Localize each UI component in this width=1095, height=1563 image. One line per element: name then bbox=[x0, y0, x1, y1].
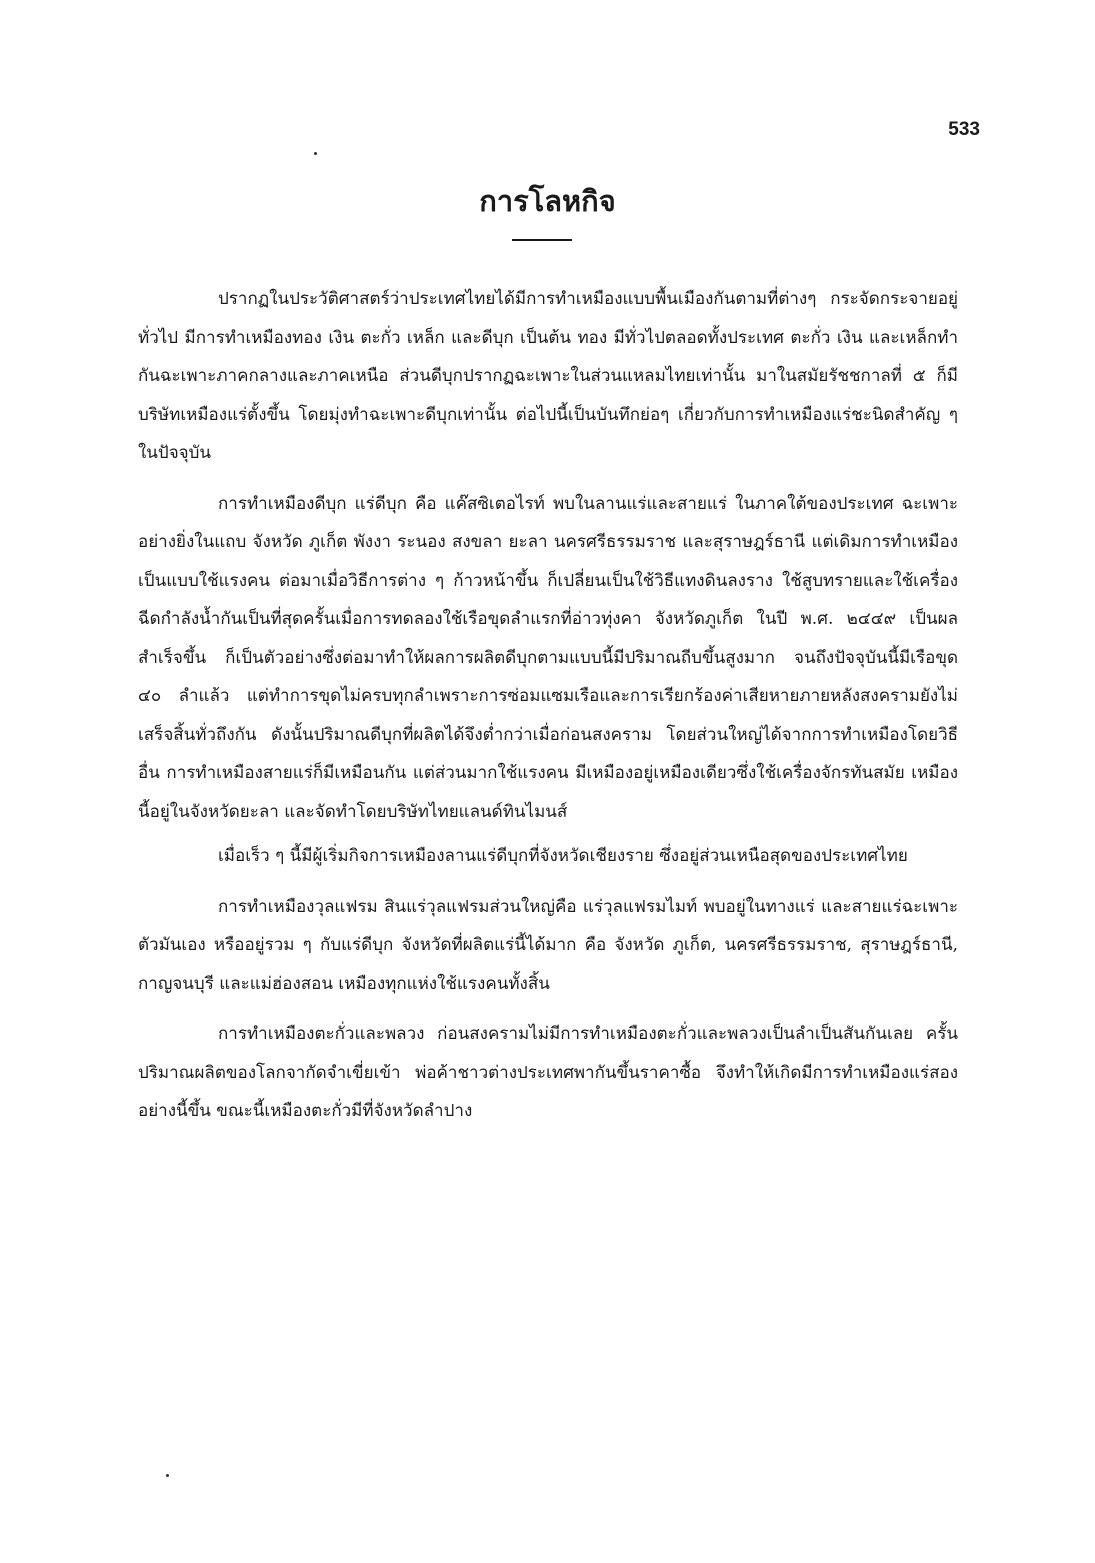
page-title: การโลหกิจ bbox=[479, 184, 616, 218]
scan-speck bbox=[314, 152, 317, 155]
paragraph: เมื่อเร็ว ๆ นี้มีผู้เริ่มกิจการเหมืองลานแร่ดีบุกที่จังหวัดเชียงราย ซึ่งอยู่ส่วนเหนือสุดของประเทศไทย bbox=[218, 846, 908, 866]
paragraph: การทำเหมืองตะกั่วและพลวง ก่อนสงครามไม่มีการทำเหมืองตะกั่วและพลวงเป็นลำเป็นสันกันเลย ครั้นปริมาณผลิตของโลกจากัดจำเขี่ยเข้า พ่อค้าชาวต่างประเทศพากันขึ้นราคาซื้อ จึงทำให้เกิดมีการทำเหมืองแร่สองอย่างนี้ขึ้น ขณะนี้เหมืองตะกั่วมีที่จังหวัดลำปาง bbox=[138, 1024, 958, 1121]
body-text bbox=[138, 280, 958, 1131]
title-underline bbox=[512, 239, 572, 241]
paragraph: การทำเหมืองดีบุก แร่ดีบุก คือ แค๊สซิเตอไรท์ พบในลานแร่และสายแร่ ในภาคใต้ของประเทศ ฉะเพาะอย่างยิ่งในแถบ จังหวัด ภูเก็ต พังงา ระนอง สงขลา ยะลา นครศรีธรรมราช และสุราษฎร์ธานี แต่เดิมการทำเหมืองเป็นแบบใช้แรงคน ต่อมาเมื่อวิธีการต่าง ๆ ก้าวหน้าขึ้น ก็เปลี่ยนเป็นใช้วิธีแทงดินลงราง ใช้สูบทรายและใช้เครื่องฉีดกำลังน้ำกันเป็นที่สุดครั้นเมื่อการทดลองใช้เรือขุดลำแรกที่อ่าวทุ่งคา จังหวัดภูเก็ต ในปี พ.ศ. ๒๔๔๙ เป็นผลสำเร็จขึ้น ก็เป็นตัวอย่างซึ่งต่อมาทำให้ผลการผลิตดีบุกตามแบบนี้มีปริมาณถีบขึ้นสูงมาก จนถึงปัจจุบันนี้มีเรือขุด ๔๐ ลำแล้ว แต่ทำการขุดไม่ครบทุกลำเพราะการซ่อมแซมเรือและการเรียกร้องค่าเสียหายภายหลังสงครามยังไม่เสร็จสิ้นทั่วถึงกัน ดังนั้นปริมาณดีบุกที่ผลิตได้จึงต่ำกว่าเมื่อก่อนสงคราม โดยส่วนใหญ่ได้จากการทำเหมืองโดยวิธีอื่น การทำเหมืองสายแร่ก็มีเหมือนกัน แต่ส่วนมากใช้แรงคน มีเหมืองอยู่เหมืองเดียวซึ่งใช้เครื่องจักรทันสมัย เหมืองนี้อยู่ในจังหวัดยะลา และจัดทำโดยบริษัทไทยแลนด์ทินไมนส์ bbox=[138, 493, 958, 822]
page-number: 533 bbox=[948, 119, 980, 140]
paragraph: ปรากฏในประวัติศาสตร์ว่าประเทศไทยได้มีการทำเหมืองแบบพื้นเมืองกันตามที่ต่างๆ กระจัดกระจายอยู่ทั่วไป มีการทำเหมืองทอง เงิน ตะกั่ว เหล็ก และดีบุก เป็นต้น ทอง มีทั่วไปตลอดทั้งประเทศ ตะกั่ว เงิน และเหล็กทำกันฉะเพาะภาคกลางและภาคเหนือ ส่วนดีบุกปรากฏฉะเพาะในส่วนแหลมไทยเท่านั้น มาในสมัยรัชชกาลที่ ๕ ก็มีบริษัทเหมืองแร่ตั้งขึ้น โดยมุ่งทำฉะเพาะดีบุกเท่านั้น ต่อไปนี้เป็นบันทึกย่อๆ เกี่ยวกับการทำเหมืองแร่ชะนิดสำคัญ ๆ ในปัจจุบัน bbox=[138, 289, 958, 463]
scan-speck bbox=[166, 1474, 169, 1477]
paragraph: การทำเหมืองวุลแฟรม สินแร่วุลแฟรมส่วนใหญ่คือ แร่วุลแฟรมไมท์ พบอยู่ในทางแร่ และสายแร่ฉะเพาะตัวมันเอง หรืออยู่รวม ๆ กับแร่ดีบุก จังหวัดที่ผลิตแร่นี้ได้มาก คือ จังหวัด ภูเก็ต, นครศรีธรรมราช, สุราษฎร์ธานี, กาญจนบุรี และแม่ฮ่องสอน เหมืองทุกแห่งใช้แรงคนทั้งสิ้น bbox=[138, 896, 958, 994]
